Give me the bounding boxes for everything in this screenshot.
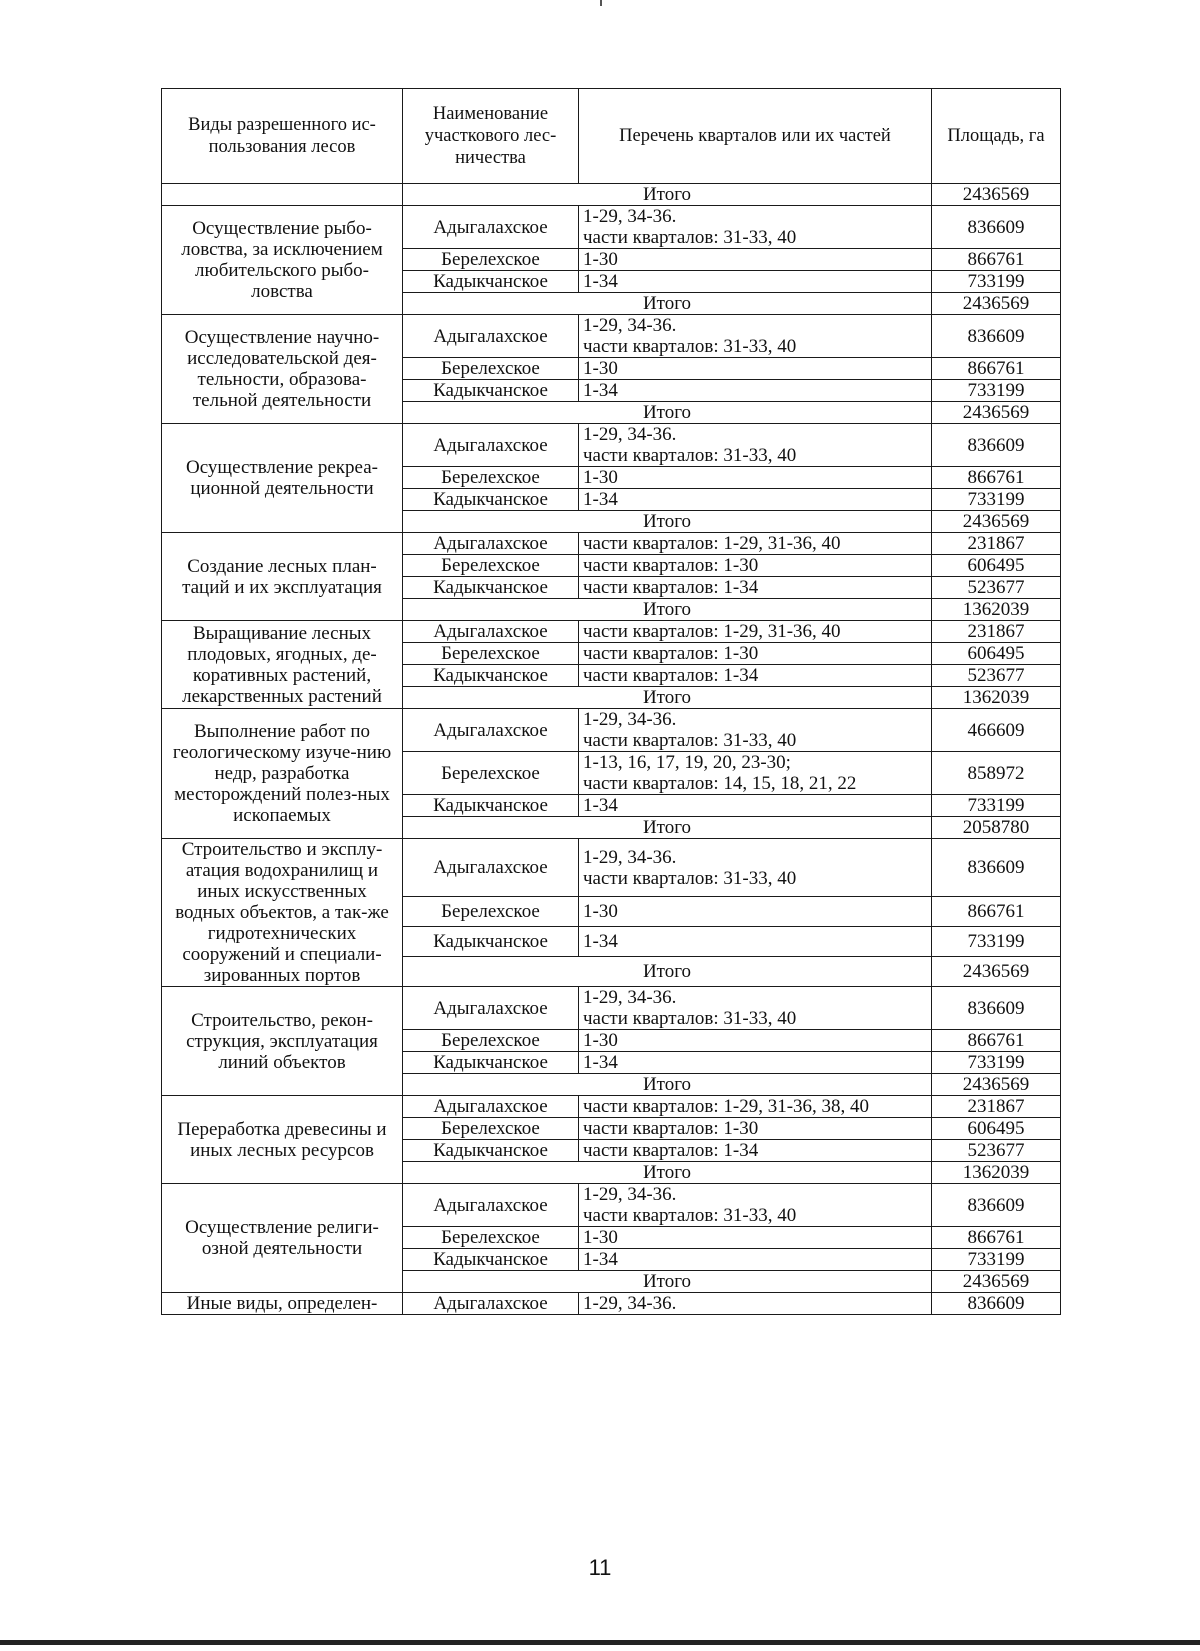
quarters-cell: 1-30	[579, 358, 932, 380]
quarters-cell: 1-34	[579, 1052, 932, 1074]
table-row	[162, 315, 1061, 358]
total-area: 2058780	[932, 817, 1061, 839]
use-type-cell: Переработка древесины и иных лесных ресурсов	[162, 1096, 403, 1184]
area-cell: 733199	[932, 271, 1061, 293]
forestry-cell: Кадыкчанское	[403, 665, 579, 687]
table-header-row	[162, 89, 1061, 184]
quarters-cell: части кварталов: 1-30	[579, 643, 932, 665]
total-label: Итого	[403, 293, 932, 315]
quarters-cell: 1-34	[579, 271, 932, 293]
empty-cell	[162, 184, 403, 206]
forestry-cell: Адыгалахское	[403, 1096, 579, 1118]
forestry-cell: Адыгалахское	[403, 1184, 579, 1227]
area-cell: 866761	[932, 897, 1061, 927]
use-type-cell: Создание лесных план-таций и их эксплуатация	[162, 533, 403, 621]
use-type-cell: Осуществление рыбо-ловства, за исключением любительского рыбо-ловства	[162, 206, 403, 315]
bottom-rule	[0, 1640, 1200, 1645]
forestry-cell: Берелехское	[403, 1118, 579, 1140]
quarters-cell: части кварталов: 1-30	[579, 1118, 932, 1140]
quarters-cell: 1-30	[579, 1030, 932, 1052]
area-cell: 606495	[932, 1118, 1061, 1140]
area-cell: 866761	[932, 358, 1061, 380]
area-cell: 836609	[932, 1184, 1061, 1227]
quarters-cell: части кварталов: 1-30	[579, 555, 932, 577]
area-cell: 466609	[932, 709, 1061, 752]
area-cell: 866761	[932, 1030, 1061, 1052]
forestry-cell: Адыгалахское	[403, 206, 579, 249]
total-area: 2436569	[932, 957, 1061, 987]
table-row	[162, 1096, 1061, 1118]
quarters-cell: 1-29, 34-36. части кварталов: 31-33, 40	[579, 315, 932, 358]
forestry-cell: Адыгалахское	[403, 621, 579, 643]
total-area: 2436569	[932, 511, 1061, 533]
forestry-cell: Кадыкчанское	[403, 927, 579, 957]
table-row	[162, 1293, 1061, 1315]
forestry-cell: Адыгалахское	[403, 987, 579, 1030]
total-area: 1362039	[932, 1162, 1061, 1184]
forestry-cell: Кадыкчанское	[403, 271, 579, 293]
forestry-cell: Берелехское	[403, 752, 579, 795]
total-label: Итого	[403, 1074, 932, 1096]
quarters-cell: 1-34	[579, 1249, 932, 1271]
use-type-cell: Строительство и эксплу-атация водохранилищ и иных искусственных водных объектов, а так-же гидротехнических сооружений и специали-зированных портов	[162, 839, 403, 987]
scan-mark	[600, 0, 602, 6]
area-cell: 866761	[932, 1227, 1061, 1249]
use-type-cell: Осуществление научно-исследовательской дея-тельности, образова-тельной деятельности	[162, 315, 403, 424]
forestry-cell: Адыгалахское	[403, 315, 579, 358]
area-cell: 836609	[932, 424, 1061, 467]
quarters-cell: 1-34	[579, 489, 932, 511]
table-row	[162, 987, 1061, 1030]
quarters-cell: 1-29, 34-36. части кварталов: 31-33, 40	[579, 987, 932, 1030]
use-type-cell: Строительство, рекон-струкция, эксплуатация линий объектов	[162, 987, 403, 1096]
area-cell: 523677	[932, 577, 1061, 599]
forestry-cell: Берелехское	[403, 358, 579, 380]
forestry-cell: Берелехское	[403, 643, 579, 665]
quarters-cell: части кварталов: 1-29, 31-36, 40	[579, 621, 932, 643]
top-total-row	[162, 184, 1061, 206]
table-body	[162, 184, 1061, 1315]
quarters-cell: 1-30	[579, 1227, 932, 1249]
forestry-cell: Адыгалахское	[403, 424, 579, 467]
area-cell: 866761	[932, 467, 1061, 489]
use-type-cell: Выращивание лесных плодовых, ягодных, де-коративных растений, лекарственных растений	[162, 621, 403, 709]
forestry-cell: Берелехское	[403, 1030, 579, 1052]
area-cell: 231867	[932, 621, 1061, 643]
area-cell: 523677	[932, 1140, 1061, 1162]
total-label: Итого	[403, 184, 932, 206]
table-row	[162, 839, 1061, 897]
total-label: Итого	[403, 957, 932, 987]
total-label: Итого	[403, 402, 932, 424]
forestry-cell: Берелехское	[403, 249, 579, 271]
quarters-cell: 1-30	[579, 467, 932, 489]
quarters-cell: 1-34	[579, 380, 932, 402]
use-type-cell: Выполнение работ по геологическому изуче-нию недр, разработка месторождений полез-ных ископаемых	[162, 709, 403, 839]
quarters-cell: 1-34	[579, 795, 932, 817]
forestry-cell: Адыгалахское	[403, 1293, 579, 1315]
area-cell: 733199	[932, 380, 1061, 402]
area-cell: 733199	[932, 489, 1061, 511]
area-cell: 858972	[932, 752, 1061, 795]
quarters-cell: 1-30	[579, 249, 932, 271]
quarters-cell: части кварталов: 1-34	[579, 1140, 932, 1162]
area-cell: 733199	[932, 927, 1061, 957]
area-cell: 523677	[932, 665, 1061, 687]
forestry-cell: Берелехское	[403, 467, 579, 489]
area-cell: 836609	[932, 206, 1061, 249]
forestry-cell: Адыгалахское	[403, 839, 579, 897]
area-cell: 733199	[932, 795, 1061, 817]
page-number: 11	[588, 1555, 612, 1580]
area-cell: 231867	[932, 533, 1061, 555]
forestry-cell: Адыгалахское	[403, 533, 579, 555]
quarters-cell: 1-13, 16, 17, 19, 20, 23-30; части кварталов: 14, 15, 18, 21, 22	[579, 752, 932, 795]
quarters-cell: 1-34	[579, 927, 932, 957]
total-label: Итого	[403, 1271, 932, 1293]
total-label: Итого	[403, 1162, 932, 1184]
quarters-cell: части кварталов: 1-34	[579, 665, 932, 687]
table-row	[162, 206, 1061, 249]
quarters-cell: 1-30	[579, 897, 932, 927]
quarters-cell: части кварталов: 1-34	[579, 577, 932, 599]
total-area: 2436569	[932, 1074, 1061, 1096]
forestry-cell: Берелехское	[403, 555, 579, 577]
header-area: Площадь, га	[932, 89, 1061, 184]
total-area: 2436569	[932, 184, 1061, 206]
table-row	[162, 1184, 1061, 1227]
forestry-cell: Кадыкчанское	[403, 1052, 579, 1074]
forestry-cell: Кадыкчанское	[403, 1140, 579, 1162]
forest-use-table	[161, 88, 1061, 1315]
quarters-cell: 1-29, 34-36. части кварталов: 31-33, 40	[579, 424, 932, 467]
area-cell: 231867	[932, 1096, 1061, 1118]
total-area: 2436569	[932, 1271, 1061, 1293]
forestry-cell: Кадыкчанское	[403, 795, 579, 817]
header-forestry: Наименование участкового лес-ничества	[403, 89, 579, 184]
total-area: 1362039	[932, 687, 1061, 709]
header-quarters: Перечень кварталов или их частей	[579, 89, 932, 184]
table-row	[162, 533, 1061, 555]
forestry-cell: Берелехское	[403, 897, 579, 927]
forestry-cell: Кадыкчанское	[403, 489, 579, 511]
area-cell: 733199	[932, 1052, 1061, 1074]
area-cell: 836609	[932, 315, 1061, 358]
total-label: Итого	[403, 511, 932, 533]
header-use-type: Виды разрешенного ис-пользования лесов	[162, 89, 403, 184]
quarters-cell: 1-29, 34-36. части кварталов: 31-33, 40	[579, 839, 932, 897]
forestry-cell: Кадыкчанское	[403, 380, 579, 402]
quarters-cell: 1-29, 34-36. части кварталов: 31-33, 40	[579, 1184, 932, 1227]
area-cell: 606495	[932, 555, 1061, 577]
forestry-cell: Кадыкчанское	[403, 1249, 579, 1271]
quarters-cell: части кварталов: 1-29, 31-36, 40	[579, 533, 932, 555]
quarters-cell: 1-29, 34-36. части кварталов: 31-33, 40	[579, 206, 932, 249]
use-type-cell: Осуществление религи-озной деятельности	[162, 1184, 403, 1293]
total-label: Итого	[403, 687, 932, 709]
forestry-cell: Кадыкчанское	[403, 577, 579, 599]
area-cell: 836609	[932, 987, 1061, 1030]
total-area: 1362039	[932, 599, 1061, 621]
total-label: Итого	[403, 817, 932, 839]
quarters-cell: 1-29, 34-36. части кварталов: 31-33, 40	[579, 709, 932, 752]
use-type-cell: Осуществление рекреа-ционной деятельности	[162, 424, 403, 533]
area-cell: 733199	[932, 1249, 1061, 1271]
area-cell: 836609	[932, 1293, 1061, 1315]
table-row	[162, 621, 1061, 643]
table-row	[162, 424, 1061, 467]
quarters-cell: 1-29, 34-36.	[579, 1293, 932, 1315]
area-cell: 836609	[932, 839, 1061, 897]
forestry-cell: Адыгалахское	[403, 709, 579, 752]
forestry-cell: Берелехское	[403, 1227, 579, 1249]
quarters-cell: части кварталов: 1-29, 31-36, 38, 40	[579, 1096, 932, 1118]
total-area: 2436569	[932, 293, 1061, 315]
use-type-cell: Иные виды, определен-	[162, 1293, 403, 1315]
total-area: 2436569	[932, 402, 1061, 424]
area-cell: 606495	[932, 643, 1061, 665]
area-cell: 866761	[932, 249, 1061, 271]
total-label: Итого	[403, 599, 932, 621]
table-row	[162, 709, 1061, 752]
